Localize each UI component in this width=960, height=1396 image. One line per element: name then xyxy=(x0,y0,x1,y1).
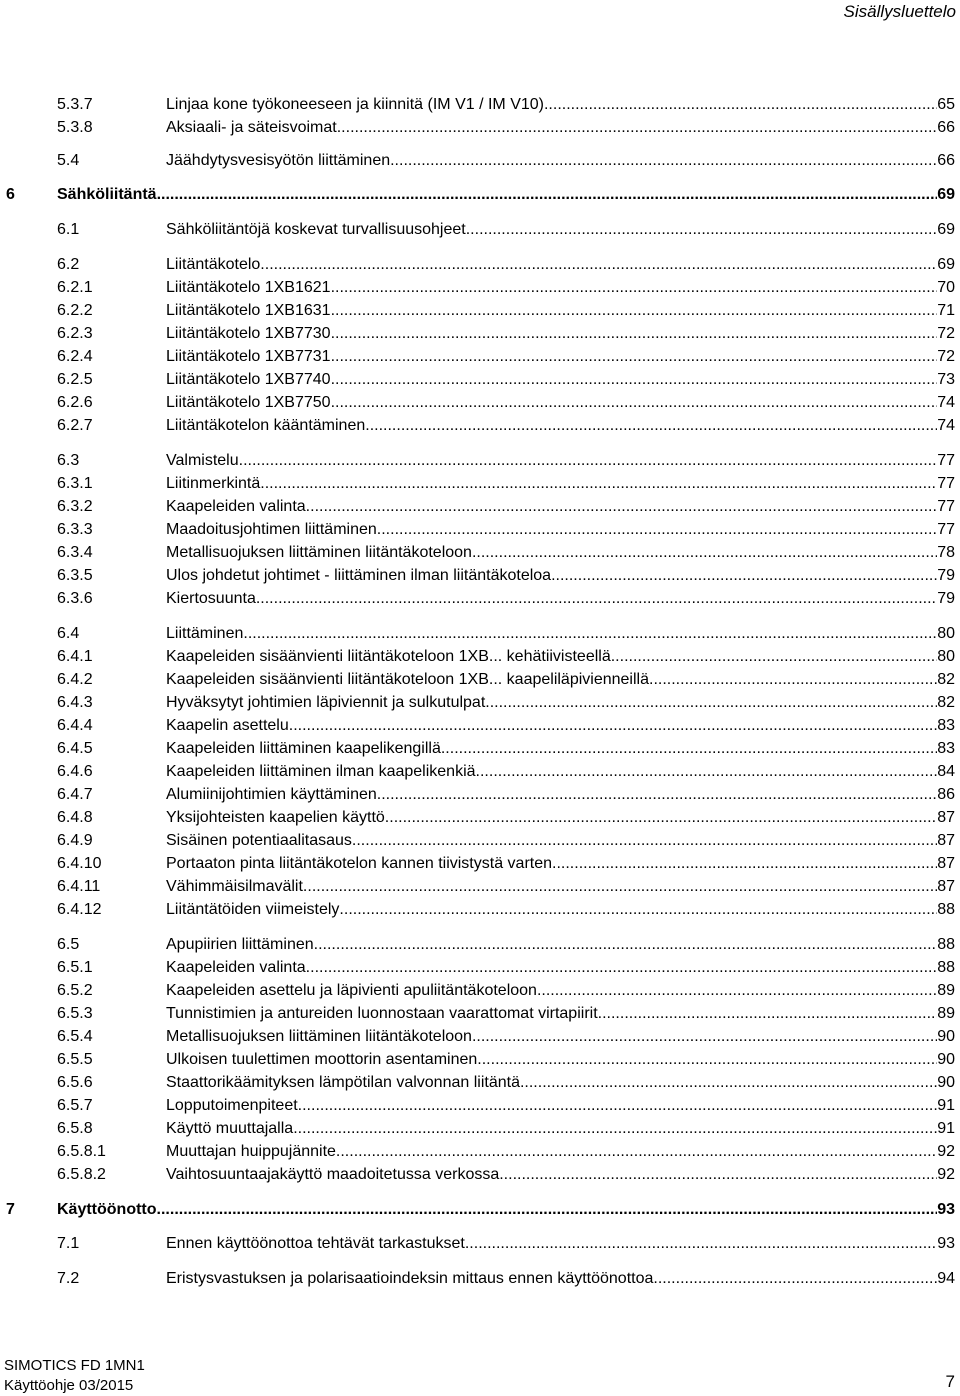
toc-entry-line xyxy=(166,496,955,518)
toc-entry-line xyxy=(166,150,955,172)
toc-entry-page: 79 xyxy=(937,567,955,584)
dot-leader xyxy=(552,853,937,875)
toc-entry[interactable] xyxy=(0,277,960,299)
toc-entry-line xyxy=(57,1199,955,1221)
toc-entry-page: 72 xyxy=(937,348,955,365)
toc-entry-line xyxy=(166,934,955,956)
toc-entry-title: Ulos johdetut johtimet - liittäminen ilman liitäntäkoteloa xyxy=(166,567,552,584)
toc-entry-title: Alumiinijohtimien käyttäminen xyxy=(166,786,377,803)
toc-entry-title: Kaapeleiden liittäminen ilman kaapelikenkiä xyxy=(166,763,476,780)
toc-entry-number: 6.4.3 xyxy=(57,694,93,711)
toc-entry[interactable] xyxy=(0,934,960,956)
toc-entry[interactable] xyxy=(0,1164,960,1186)
toc-entry-line xyxy=(166,450,955,472)
toc-entry[interactable] xyxy=(0,1141,960,1163)
toc-entry-number: 6.3.6 xyxy=(57,590,93,607)
toc-entry[interactable] xyxy=(0,715,960,737)
toc-entry-title: Liitäntäkotelo xyxy=(166,256,261,273)
toc-entry-page: 88 xyxy=(937,959,955,976)
toc-entry-page: 74 xyxy=(937,417,955,434)
toc-entry-line xyxy=(166,807,955,829)
toc-entry-number: 6.4.1 xyxy=(57,648,93,665)
toc-entry-line xyxy=(166,542,955,564)
dot-leader xyxy=(331,300,938,322)
toc-entry-number: 6 xyxy=(6,186,15,203)
dot-leader xyxy=(298,1095,938,1117)
toc-entry-title: Kaapeleiden valinta xyxy=(166,498,306,515)
toc-entry-page: 73 xyxy=(937,371,955,388)
toc-entry-number: 6.4.11 xyxy=(57,878,101,895)
toc-entry-line xyxy=(166,219,955,241)
dot-leader xyxy=(544,94,937,116)
toc-entry-title: Portaaton pinta liitäntäkotelon kannen tiivistystä varten xyxy=(166,855,553,872)
footer-doc: Käyttöohje 03/2015 xyxy=(4,1377,134,1394)
toc-entry-number: 6.5.8 xyxy=(57,1120,93,1137)
toc-entry-line xyxy=(166,1049,955,1071)
toc-entry-line xyxy=(166,117,955,139)
toc-entry-page: 72 xyxy=(937,325,955,342)
toc-entry-line xyxy=(166,565,955,587)
toc-entry[interactable] xyxy=(0,300,960,322)
toc-entry-page: 78 xyxy=(937,544,955,561)
dot-leader xyxy=(337,117,937,139)
toc-entry-title: Liitäntäkotelo 1XB7750 xyxy=(166,394,331,411)
toc-entry-line xyxy=(166,1233,955,1255)
dot-leader xyxy=(306,957,938,979)
toc-entry-line xyxy=(166,415,955,437)
toc-entry-page: 77 xyxy=(937,498,955,515)
toc-entry-title: Staattorikäämityksen lämpötilan valvonnan liitäntä xyxy=(166,1074,520,1091)
toc-entry-line xyxy=(166,346,955,368)
dot-leader xyxy=(385,807,937,829)
toc-entry-number: 6.4.10 xyxy=(57,855,102,872)
toc-entry[interactable] xyxy=(0,669,960,691)
toc-entry-title: Kaapeleiden asettelu ja läpivienti apuliitäntäkoteloon xyxy=(166,982,537,999)
toc-entry-title: Liitäntäkotelon kääntäminen xyxy=(166,417,366,434)
toc-entry-title: Kaapeleiden sisäänvienti liitäntäkoteloon 1XB... kaapeliläpivienneillä xyxy=(166,671,649,688)
toc-entry[interactable] xyxy=(0,1118,960,1140)
toc-entry-title: Metallisuojuksen liittäminen liitäntäkoteloon xyxy=(166,1028,472,1045)
toc-entry[interactable] xyxy=(0,623,960,645)
toc-entry-title: Hyväksytyt johtimien läpiviennit ja sulkutulpat xyxy=(166,694,486,711)
toc-entry-page: 82 xyxy=(937,671,955,688)
toc-entry-page: 71 xyxy=(937,302,955,319)
toc-entry-line xyxy=(166,519,955,541)
toc-entry-number: 7.2 xyxy=(57,1270,80,1287)
toc-entry-title: Kaapeleiden liittäminen kaapelikengillä xyxy=(166,740,441,757)
toc-entry-title: Kiertosuunta xyxy=(166,590,256,607)
toc-entry-number: 6.4 xyxy=(57,625,80,642)
toc-entry-page: 74 xyxy=(937,394,955,411)
toc-entry-title: Sähköliitäntöjä koskevat turvallisuusohjeet xyxy=(166,221,466,238)
toc-entry[interactable] xyxy=(0,876,960,898)
toc-entry-page: 69 xyxy=(937,186,955,203)
toc-entry-page: 88 xyxy=(937,901,955,918)
toc-entry[interactable] xyxy=(0,496,960,518)
toc-entry-number: 6.5.8.2 xyxy=(57,1166,106,1183)
toc-entry[interactable] xyxy=(0,369,960,391)
toc-entry[interactable] xyxy=(0,1233,960,1255)
toc-entry-page: 90 xyxy=(937,1051,955,1068)
toc-entry-title: Muuttajan huippujännite xyxy=(166,1143,336,1160)
toc-entry-line xyxy=(166,1141,955,1163)
dot-leader xyxy=(466,219,937,241)
toc-entry-number: 6.5.4 xyxy=(57,1028,93,1045)
dot-leader xyxy=(485,692,937,714)
dot-leader xyxy=(377,784,937,806)
toc-entry-title: Kaapeleiden valinta xyxy=(166,959,306,976)
toc-entry-line xyxy=(166,392,955,414)
toc-entry-page: 65 xyxy=(937,96,955,113)
toc-entry-page: 88 xyxy=(937,936,955,953)
toc-entry-number: 6.2 xyxy=(57,256,80,273)
toc-entry[interactable] xyxy=(0,219,960,241)
toc-entry[interactable] xyxy=(0,1003,960,1025)
toc-entry-line xyxy=(57,184,955,206)
dot-leader xyxy=(293,1118,937,1140)
toc-entry-title: Jäähdytysvesisyötön liittäminen xyxy=(166,152,391,169)
toc-entry[interactable] xyxy=(0,1199,960,1221)
toc-entry[interactable] xyxy=(0,415,960,437)
toc-entry[interactable] xyxy=(0,254,960,276)
toc-entry-page: 87 xyxy=(937,878,955,895)
toc-entry-number: 6.2.5 xyxy=(57,371,93,388)
toc-entry-page: 91 xyxy=(937,1120,955,1137)
toc-entry-number: 6.5.7 xyxy=(57,1097,93,1114)
dot-leader xyxy=(598,1003,938,1025)
toc-entry-title: Vaihtosuuntaajakäyttö maadoitetussa verkossa xyxy=(166,1166,500,1183)
toc-entry-number: 6.5 xyxy=(57,936,80,953)
dot-leader xyxy=(331,369,938,391)
toc-entry-title: Eristysvastuksen ja polarisaatioindeksin mittaus ennen käyttöönottoa xyxy=(166,1270,654,1287)
toc-entry[interactable] xyxy=(0,1095,960,1117)
toc-entry[interactable] xyxy=(0,1072,960,1094)
toc-entry[interactable] xyxy=(0,853,960,875)
toc-entry-line xyxy=(166,1003,955,1025)
toc-entry-page: 79 xyxy=(937,590,955,607)
toc-entry-page: 86 xyxy=(937,786,955,803)
toc-entry-number: 6.3 xyxy=(57,452,80,469)
toc-entry[interactable] xyxy=(0,184,960,206)
toc-entry-title: Kaapeleiden sisäänvienti liitäntäkoteloon 1XB... kehätiivisteellä xyxy=(166,648,611,665)
toc-entry[interactable] xyxy=(0,1268,960,1290)
toc-entry-line xyxy=(166,899,955,921)
toc-entry-number: 6.3.2 xyxy=(57,498,93,515)
toc-entry-title: Lopputoimenpiteet xyxy=(166,1097,298,1114)
toc-entry-title: Aksiaali- ja säteisvoimat xyxy=(166,119,337,136)
toc-entry-title: Liitäntäkotelo 1XB7730 xyxy=(166,325,331,342)
toc-entry-line xyxy=(166,738,955,760)
dot-leader xyxy=(551,565,937,587)
dot-leader xyxy=(649,669,937,691)
toc-entry-number: 6.4.12 xyxy=(57,901,102,918)
toc-entry-line xyxy=(166,1095,955,1117)
toc-entry-number: 5.3.8 xyxy=(57,119,93,136)
dot-leader xyxy=(157,1199,938,1221)
toc-entry-page: 77 xyxy=(937,452,955,469)
dot-leader xyxy=(331,323,938,345)
toc-entry-number: 7 xyxy=(6,1201,15,1218)
toc-entry-number: 6.5.8.1 xyxy=(57,1143,106,1160)
dot-leader xyxy=(352,830,937,852)
toc-entry[interactable] xyxy=(0,588,960,610)
toc-entry-number: 6.5.2 xyxy=(57,982,93,999)
toc-entry-page: 87 xyxy=(937,832,955,849)
toc-entry-title: Liitäntäkotelo 1XB1621 xyxy=(166,279,331,296)
dot-leader xyxy=(365,415,937,437)
toc-entry-line xyxy=(166,669,955,691)
toc-entry-page: 94 xyxy=(937,1270,955,1287)
toc-entry-number: 6.2.2 xyxy=(57,302,93,319)
toc-entry[interactable] xyxy=(0,150,960,172)
toc-entry-title: Yksijohteisten kaapelien käyttö xyxy=(166,809,385,826)
toc-entry-page: 90 xyxy=(937,1028,955,1045)
toc-entry-number: 6.4.8 xyxy=(57,809,93,826)
toc-entry-line xyxy=(166,369,955,391)
toc-entry[interactable] xyxy=(0,542,960,564)
toc-entry[interactable] xyxy=(0,899,960,921)
toc-entry-number: 6.1 xyxy=(57,221,80,238)
toc-entry-line xyxy=(166,588,955,610)
toc-entry-number: 6.2.1 xyxy=(57,279,93,296)
toc-entry-page: 87 xyxy=(937,809,955,826)
toc-entry-page: 93 xyxy=(937,1235,955,1252)
toc-entry-title: Käyttöönotto xyxy=(57,1201,157,1218)
toc-entry-line xyxy=(166,254,955,276)
toc-entry[interactable] xyxy=(0,346,960,368)
toc-entry-number: 6.4.7 xyxy=(57,786,93,803)
toc-entry[interactable] xyxy=(0,450,960,472)
toc-entry-title: Sähköliitäntä xyxy=(57,186,157,203)
toc-entry-page: 69 xyxy=(937,256,955,273)
dot-leader xyxy=(256,588,937,610)
dot-leader xyxy=(331,346,938,368)
toc-entry-number: 7.1 xyxy=(57,1235,80,1252)
toc-entry-page: 92 xyxy=(937,1166,955,1183)
dot-leader xyxy=(331,392,938,414)
toc-entry-line xyxy=(166,957,955,979)
toc-entry-title: Liitäntäkotelo 1XB1631 xyxy=(166,302,331,319)
toc-entry-line xyxy=(166,1026,955,1048)
toc-entry-page: 90 xyxy=(937,1074,955,1091)
toc-entry-line xyxy=(166,623,955,645)
toc-entry-line xyxy=(166,1118,955,1140)
toc-entry-title: Liitäntäkotelo 1XB7740 xyxy=(166,371,331,388)
dot-leader xyxy=(472,1026,937,1048)
toc-entry[interactable] xyxy=(0,392,960,414)
toc-entry-number: 6.2.3 xyxy=(57,325,93,342)
toc-entry-page: 80 xyxy=(937,648,955,665)
toc-entry-page: 89 xyxy=(937,1005,955,1022)
dot-leader xyxy=(239,450,938,472)
toc-entry-number: 6.2.4 xyxy=(57,348,93,365)
toc-entry-title: Linjaa kone työkoneeseen ja kiinnitä (IM V1 / IM V10) xyxy=(166,96,544,113)
toc-entry-page: 87 xyxy=(937,855,955,872)
toc-entry-title: Valmistelu xyxy=(166,452,239,469)
toc-entry-number: 6.4.2 xyxy=(57,671,93,688)
dot-leader xyxy=(303,876,937,898)
toc-entry[interactable] xyxy=(0,565,960,587)
toc-entry-line xyxy=(166,980,955,1002)
toc-entry-page: 84 xyxy=(937,763,955,780)
toc-entry-page: 89 xyxy=(937,982,955,999)
dot-leader xyxy=(520,1072,937,1094)
toc-entry-page: 93 xyxy=(937,1201,955,1218)
dot-leader xyxy=(314,934,938,956)
dot-leader xyxy=(306,496,938,518)
toc-entry-number: 6.3.1 xyxy=(57,475,93,492)
toc-entry-page: 69 xyxy=(937,221,955,238)
toc-entry[interactable] xyxy=(0,94,960,116)
toc-entry[interactable] xyxy=(0,784,960,806)
dot-leader xyxy=(377,519,937,541)
toc-entry-number: 6.4.4 xyxy=(57,717,93,734)
toc-entry[interactable] xyxy=(0,830,960,852)
dot-leader xyxy=(331,277,938,299)
toc-entry-page: 92 xyxy=(937,1143,955,1160)
toc-entry-title: Ulkoisen tuulettimen moottorin asentaminen xyxy=(166,1051,478,1068)
toc-entry-page: 77 xyxy=(937,521,955,538)
toc-entry-number: 5.4 xyxy=(57,152,80,169)
toc-entry[interactable] xyxy=(0,738,960,760)
toc-entry-number: 6.4.5 xyxy=(57,740,93,757)
toc-entry-number: 6.5.6 xyxy=(57,1074,93,1091)
toc-entry-line xyxy=(166,715,955,737)
toc-entry-line xyxy=(166,646,955,668)
dot-leader xyxy=(260,254,937,276)
footer-info xyxy=(4,1356,145,1396)
toc-entry-number: 6.4.6 xyxy=(57,763,93,780)
toc-entry[interactable] xyxy=(0,807,960,829)
toc-entry-title: Liitinmerkintä xyxy=(166,475,261,492)
toc-entry-line xyxy=(166,876,955,898)
toc-entry-line xyxy=(166,300,955,322)
toc-entry-line xyxy=(166,1164,955,1186)
toc-entry-page: 91 xyxy=(937,1097,955,1114)
toc-entry-number: 6.5.3 xyxy=(57,1005,93,1022)
toc-entry-number: 6.4.9 xyxy=(57,832,93,849)
toc-entry-number: 6.3.4 xyxy=(57,544,93,561)
toc-entry[interactable] xyxy=(0,761,960,783)
toc-entry-line xyxy=(166,692,955,714)
toc-entry-line xyxy=(166,94,955,116)
toc-entry-page: 82 xyxy=(937,694,955,711)
toc-entry-title: Apupiirien liittäminen xyxy=(166,936,314,953)
toc-entry-page: 80 xyxy=(937,625,955,642)
toc-entry-page: 70 xyxy=(937,279,955,296)
dot-leader xyxy=(499,1164,937,1186)
toc-entry-line xyxy=(166,323,955,345)
toc-entry-title: Tunnistimien ja antureiden luonnostaan vaarattomat virtapiirit xyxy=(166,1005,598,1022)
toc-entry[interactable] xyxy=(0,519,960,541)
dot-leader xyxy=(289,715,937,737)
dot-leader xyxy=(477,1049,937,1071)
toc-entry-line xyxy=(166,277,955,299)
dot-leader xyxy=(653,1268,937,1290)
dot-leader xyxy=(476,761,938,783)
dot-leader xyxy=(339,899,937,921)
toc-entry-title: Liitäntäkotelo 1XB7731 xyxy=(166,348,331,365)
toc-entry-line xyxy=(166,784,955,806)
toc-entry-title: Liitäntätöiden viimeistely xyxy=(166,901,340,918)
section-header: Sisällysluettelo xyxy=(843,2,956,21)
toc-entry-title: Liittäminen xyxy=(166,625,244,642)
toc-entry-title: Ennen käyttöönottoa tehtävät tarkastukset xyxy=(166,1235,465,1252)
toc-entry[interactable] xyxy=(0,980,960,1002)
dot-leader xyxy=(336,1141,937,1163)
dot-leader xyxy=(465,1233,937,1255)
toc-entry-number: 6.3.5 xyxy=(57,567,93,584)
toc-entry-line xyxy=(166,853,955,875)
dot-leader xyxy=(472,542,937,564)
dot-leader xyxy=(390,150,937,172)
toc-entry-page: 83 xyxy=(937,740,955,757)
footer-product: SIMOTICS FD 1MN1 xyxy=(4,1357,145,1374)
dot-leader xyxy=(157,184,938,206)
toc-entry[interactable] xyxy=(0,323,960,345)
toc-entry-page: 66 xyxy=(937,152,955,169)
toc-entry-number: 6.3.3 xyxy=(57,521,93,538)
toc-entry-title: Vähimmäisilmavälit xyxy=(166,878,303,895)
toc-entry[interactable] xyxy=(0,646,960,668)
toc-entry-line xyxy=(166,830,955,852)
toc-entry-title: Käyttö muuttajalla xyxy=(166,1120,294,1137)
toc-entry[interactable] xyxy=(0,1026,960,1048)
toc-entry-page: 77 xyxy=(937,475,955,492)
toc-entry[interactable] xyxy=(0,117,960,139)
toc-entry-number: 6.2.7 xyxy=(57,417,93,434)
toc-entry-line xyxy=(166,473,955,495)
dot-leader xyxy=(537,980,937,1002)
toc-entry-title: Kaapelin asettelu xyxy=(166,717,289,734)
toc-entry-number: 6.2.6 xyxy=(57,394,93,411)
toc-entry[interactable] xyxy=(0,473,960,495)
toc-entry-line xyxy=(166,1072,955,1094)
dot-leader xyxy=(260,473,937,495)
toc-entry[interactable] xyxy=(0,957,960,979)
toc-entry-number: 6.5.5 xyxy=(57,1051,93,1068)
toc-entry-line xyxy=(166,761,955,783)
toc-entry-page: 83 xyxy=(937,717,955,734)
toc-entry-number: 5.3.7 xyxy=(57,96,93,113)
page-number: 7 xyxy=(945,1372,955,1391)
toc-entry[interactable] xyxy=(0,1049,960,1071)
toc-entry-title: Sisäinen potentiaalitasaus xyxy=(166,832,352,849)
toc-entry-number: 6.5.1 xyxy=(57,959,93,976)
toc-entry-page: 66 xyxy=(937,119,955,136)
dot-leader xyxy=(611,646,937,668)
toc-entry-line xyxy=(166,1268,955,1290)
dot-leader xyxy=(243,623,937,645)
toc-entry-title: Maadoitusjohtimen liittäminen xyxy=(166,521,377,538)
toc-entry-title: Metallisuojuksen liittäminen liitäntäkoteloon xyxy=(166,544,472,561)
dot-leader xyxy=(441,738,937,760)
toc-entry[interactable] xyxy=(0,692,960,714)
